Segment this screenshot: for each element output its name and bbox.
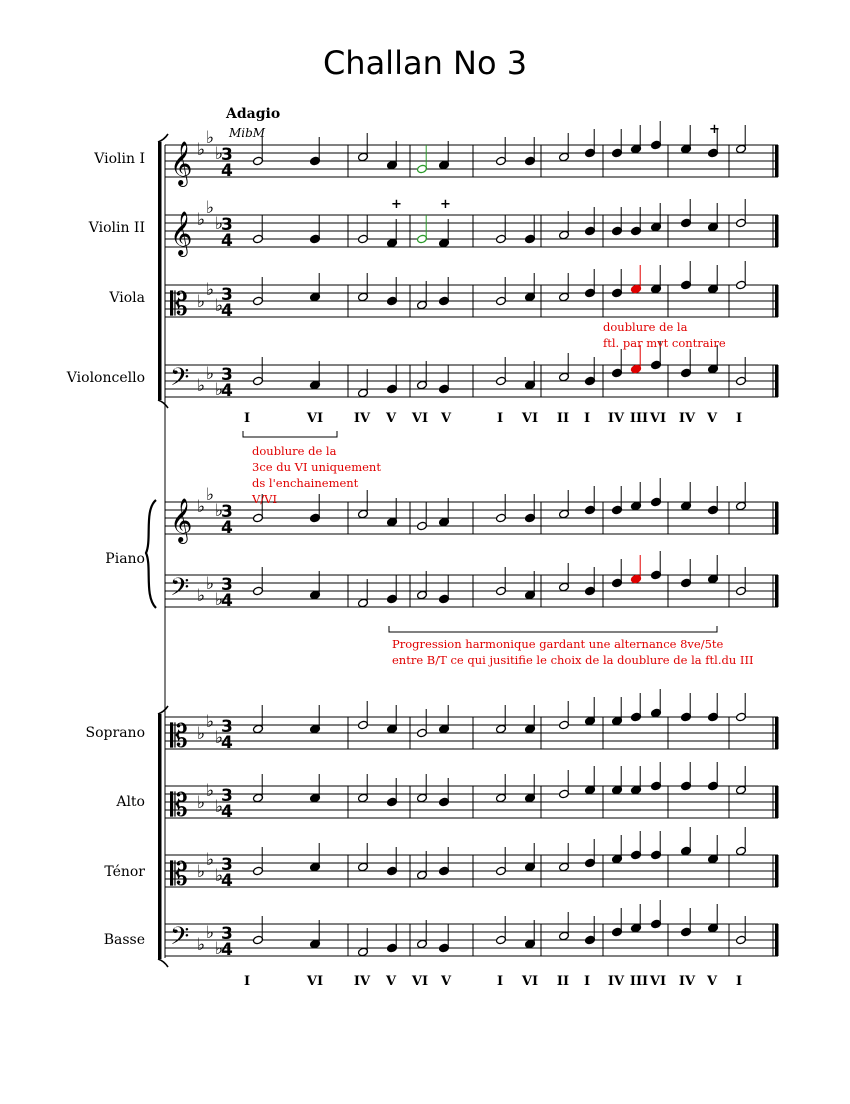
time-signature-top: 3: [221, 145, 233, 165]
piano-brace: [146, 500, 156, 608]
roman-numeral: I: [735, 974, 743, 989]
barline-final-thick: [775, 855, 779, 887]
instrument-label-violin2: Violin II: [88, 220, 145, 236]
instrument-label-bass: Basse: [103, 932, 145, 948]
flat-icon: ♭: [215, 214, 224, 234]
roman-numeral: VI: [649, 411, 667, 426]
bracket-hook-top: [158, 134, 168, 142]
roman-numeral: I: [496, 411, 504, 426]
roman-numeral: V: [385, 411, 397, 426]
time-signature-bottom: 4: [221, 733, 233, 753]
annotation-viola-doubling: doublure de la ftl. par mvt contraire: [603, 320, 726, 350]
alto-clef-icon: 𝄡: [170, 285, 188, 323]
treble-clef-icon: 𝄞: [170, 141, 193, 185]
time-signature-bottom: 4: [221, 591, 233, 611]
roman-numeral: VI: [306, 974, 324, 989]
roman-numeral: V: [706, 411, 718, 426]
flat-icon: ♭: [197, 497, 206, 517]
time-signature-top: 3: [221, 502, 233, 522]
roman-numeral: I: [735, 411, 743, 426]
roman-numeral: V: [440, 411, 452, 426]
roman-numeral: VI: [411, 411, 429, 426]
bass-clef-icon: 𝄢: [170, 922, 190, 957]
flat-icon: ♭: [215, 380, 224, 400]
time-signature-bottom: 4: [221, 231, 233, 251]
alto-clef-icon: 𝄡: [170, 786, 188, 824]
flat-icon: ♭: [206, 198, 215, 218]
roman-numeral: III: [629, 411, 649, 426]
instrument-label-tenor: Ténor: [104, 864, 145, 880]
ornament-plus-icon: +: [709, 122, 720, 137]
flat-icon: ♭: [215, 144, 224, 164]
roman-numeral: IV: [607, 411, 625, 426]
flat-icon: ♭: [206, 364, 215, 384]
roman-numeral: VI: [411, 974, 429, 989]
tempo-marking: Adagio: [226, 106, 281, 122]
flat-icon: ♭: [206, 850, 215, 870]
time-signature-bottom: 4: [221, 940, 233, 960]
bass-clef-icon: 𝄢: [170, 363, 190, 398]
time-signature-top: 3: [221, 786, 233, 806]
bass-clef-icon: 𝄢: [170, 573, 190, 608]
instrument-label-piano: Piano: [105, 551, 145, 567]
time-signature-top: 3: [221, 855, 233, 875]
barline-final-thick: [775, 717, 779, 749]
roman-numeral: IV: [678, 411, 696, 426]
time-signature-bottom: 4: [221, 161, 233, 181]
roman-numeral: VI: [306, 411, 324, 426]
alto-clef-icon: 𝄡: [170, 855, 188, 893]
flat-icon: ♭: [206, 485, 215, 505]
flat-icon: ♭: [197, 935, 206, 955]
instrument-label-soprano: Soprano: [85, 725, 145, 741]
time-signature-top: 3: [221, 215, 233, 235]
flat-icon: ♭: [206, 128, 215, 148]
roman-numeral: V: [440, 974, 452, 989]
instrument-label-alto: Alto: [116, 794, 145, 810]
time-signature-top: 3: [221, 575, 233, 595]
annotation-bracket: [243, 431, 337, 437]
time-signature-top: 3: [221, 365, 233, 385]
time-signature-bottom: 4: [221, 381, 233, 401]
barline-final-thick: [775, 575, 779, 607]
ornament-plus-icon: +: [440, 197, 451, 212]
alto-clef-icon: 𝄡: [170, 717, 188, 755]
system-bracket: [158, 714, 162, 959]
time-signature-top: 3: [221, 717, 233, 737]
roman-numeral: IV: [353, 411, 371, 426]
flat-icon: ♭: [197, 292, 206, 312]
instrument-label-violin1: Violin I: [94, 151, 145, 167]
roman-numeral: V: [385, 974, 397, 989]
roman-numeral: I: [243, 974, 251, 989]
score-title: Challan No 3: [322, 44, 528, 82]
roman-numeral: V: [706, 974, 718, 989]
flat-icon: ♭: [215, 866, 224, 886]
roman-numeral: IV: [607, 974, 625, 989]
roman-numeral: I: [583, 411, 591, 426]
flat-icon: ♭: [197, 862, 206, 882]
roman-numeral: I: [243, 411, 251, 426]
flat-icon: ♭: [206, 574, 215, 594]
instrument-label-cello: Violoncello: [66, 370, 145, 386]
time-signature-bottom: 4: [221, 301, 233, 321]
flat-icon: ♭: [197, 140, 206, 160]
flat-icon: ♭: [197, 586, 206, 606]
flat-icon: ♭: [206, 923, 215, 943]
flat-icon: ♭: [197, 793, 206, 813]
flat-icon: ♭: [197, 376, 206, 396]
treble-clef-icon: 𝄞: [170, 498, 193, 542]
roman-numeral: III: [629, 974, 649, 989]
roman-numeral: VI: [521, 974, 539, 989]
flat-icon: ♭: [215, 728, 224, 748]
flat-icon: ♭: [206, 781, 215, 801]
flat-icon: ♭: [206, 280, 215, 300]
bracket-hook-top: [158, 706, 168, 714]
flat-icon: ♭: [215, 590, 224, 610]
bracket-hook-bottom: [158, 400, 168, 408]
barline-final-thick: [775, 285, 779, 317]
flat-icon: ♭: [215, 501, 224, 521]
flat-icon: ♭: [215, 797, 224, 817]
flat-icon: ♭: [197, 724, 206, 744]
treble-clef-icon: 𝄞: [170, 211, 193, 255]
roman-numeral: IV: [678, 974, 696, 989]
flat-icon: ♭: [206, 712, 215, 732]
roman-numeral: VI: [649, 974, 667, 989]
ornament-plus-icon: +: [391, 197, 402, 212]
barline-final-thick: [775, 145, 779, 177]
roman-numeral: IV: [353, 974, 371, 989]
annotation-bracket: [389, 626, 717, 632]
flat-icon: ♭: [215, 939, 224, 959]
bracket-hook-bottom: [158, 959, 168, 967]
time-signature-top: 3: [221, 285, 233, 305]
system-bracket: [158, 142, 162, 400]
annotation-sixth-doubling: doublure de la 3ce du VI uniquement ds l'enchainement V/VI: [252, 444, 381, 506]
barline-final-thick: [775, 786, 779, 818]
instrument-label-viola: Viola: [109, 290, 145, 306]
barline-final-thick: [775, 924, 779, 956]
time-signature-bottom: 4: [221, 802, 233, 822]
time-signature-bottom: 4: [221, 518, 233, 538]
roman-numeral: II: [556, 411, 570, 426]
flat-icon: ♭: [197, 210, 206, 230]
barline-final-thick: [775, 502, 779, 534]
flat-icon: ♭: [215, 296, 224, 316]
time-signature-bottom: 4: [221, 871, 233, 891]
barline-final-thick: [775, 215, 779, 247]
time-signature-top: 3: [221, 924, 233, 944]
roman-numeral: II: [556, 974, 570, 989]
roman-numeral: I: [496, 974, 504, 989]
key-label: MibM: [229, 126, 266, 140]
roman-numeral: VI: [521, 411, 539, 426]
roman-numeral: I: [583, 974, 591, 989]
annotation-progression: Progression harmonique gardant une alternance 8ve/5te entre B/T ce qui jusitifie le choix de la doublure de la ftl.du III: [392, 637, 754, 667]
barline-final-thick: [775, 365, 779, 397]
